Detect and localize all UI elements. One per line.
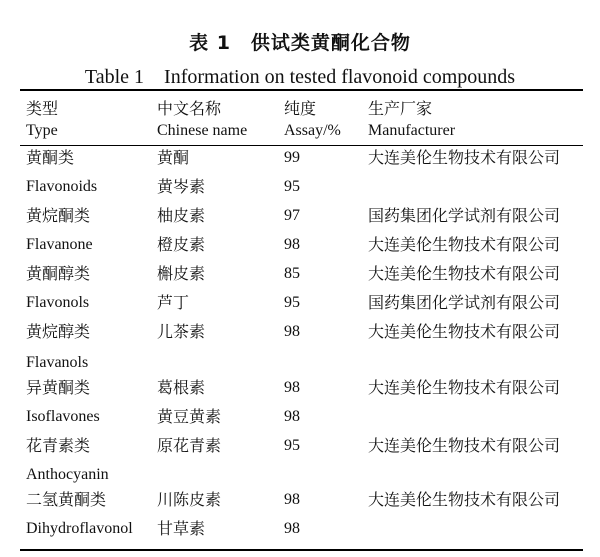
row-assay: 99 [284, 149, 300, 166]
row-type: Anthocyanin [26, 466, 109, 483]
row-assay: 98 [284, 491, 300, 508]
row-chinese-name: 黄岑素 [157, 177, 206, 196]
row-chinese-name: 槲皮素 [157, 264, 206, 283]
header-type-en: Type [26, 122, 58, 139]
row-chinese-name: 葛根素 [157, 378, 206, 397]
row-assay: 97 [284, 207, 300, 224]
row-type: 黄烷醇类 [26, 322, 91, 341]
header-maker-cn: 生产厂家 [368, 99, 433, 118]
row-type: Flavonoids [26, 178, 98, 195]
row-manufacturer: 大连美伦生物技术有限公司 [368, 264, 561, 283]
row-manufacturer: 国药集团化学试剂有限公司 [368, 206, 561, 225]
row-chinese-name: 儿茶素 [157, 322, 206, 341]
row-type: 异黄酮类 [26, 378, 91, 397]
row-assay: 98 [284, 408, 300, 425]
row-chinese-name: 柚皮素 [157, 206, 206, 225]
row-assay: 95 [284, 294, 300, 311]
row-chinese-name: 橙皮素 [157, 235, 206, 254]
top-rule [20, 89, 583, 91]
row-type: Flavanone [26, 236, 93, 253]
row-assay: 95 [284, 437, 300, 454]
row-manufacturer: 大连美伦生物技术有限公司 [368, 148, 561, 167]
table-title-cn: 表 1 供试类黄酮化合物 [189, 32, 411, 54]
row-assay: 98 [284, 520, 300, 537]
bottom-rule [20, 549, 583, 551]
row-manufacturer: 大连美伦生物技术有限公司 [368, 322, 561, 341]
row-type: 黄酮醇类 [26, 264, 91, 283]
row-chinese-name: 川陈皮素 [157, 490, 222, 509]
table-title-en: Table 1 Information on tested flavonoid compounds [84, 66, 516, 88]
row-manufacturer: 大连美伦生物技术有限公司 [368, 235, 561, 254]
row-assay: 98 [284, 236, 300, 253]
row-type: Flavonols [26, 294, 90, 311]
header-rule [20, 145, 583, 146]
row-assay: 95 [284, 178, 300, 195]
row-chinese-name: 原花青素 [157, 436, 222, 455]
row-type: Dihydroflavonol [26, 520, 133, 537]
row-chinese-name: 甘草素 [157, 519, 206, 538]
row-assay: 98 [284, 323, 300, 340]
header-type-cn: 类型 [26, 99, 59, 118]
header-name-cn: 中文名称 [157, 99, 222, 118]
row-manufacturer: 大连美伦生物技术有限公司 [368, 490, 561, 509]
row-type: Isoflavones [26, 408, 100, 425]
row-assay: 98 [284, 379, 300, 396]
row-type: 黄烷酮类 [26, 206, 91, 225]
header-name-en: Chinese name [157, 122, 248, 139]
header-assay-en: Assay/% [284, 122, 341, 139]
row-chinese-name: 黄酮 [157, 148, 190, 167]
row-chinese-name: 黄豆黄素 [157, 407, 222, 426]
row-type: 二氢黄酮类 [26, 490, 107, 509]
row-type: Flavanols [26, 354, 89, 371]
header-maker-en: Manufacturer [368, 122, 456, 139]
header-assay-cn: 纯度 [284, 99, 317, 118]
row-manufacturer: 国药集团化学试剂有限公司 [368, 293, 561, 312]
row-type: 花青素类 [26, 436, 91, 455]
row-manufacturer: 大连美伦生物技术有限公司 [368, 378, 561, 397]
row-assay: 85 [284, 265, 300, 282]
row-chinese-name: 芦丁 [157, 293, 190, 312]
row-type: 黄酮类 [26, 148, 75, 167]
row-manufacturer: 大连美伦生物技术有限公司 [368, 436, 561, 455]
